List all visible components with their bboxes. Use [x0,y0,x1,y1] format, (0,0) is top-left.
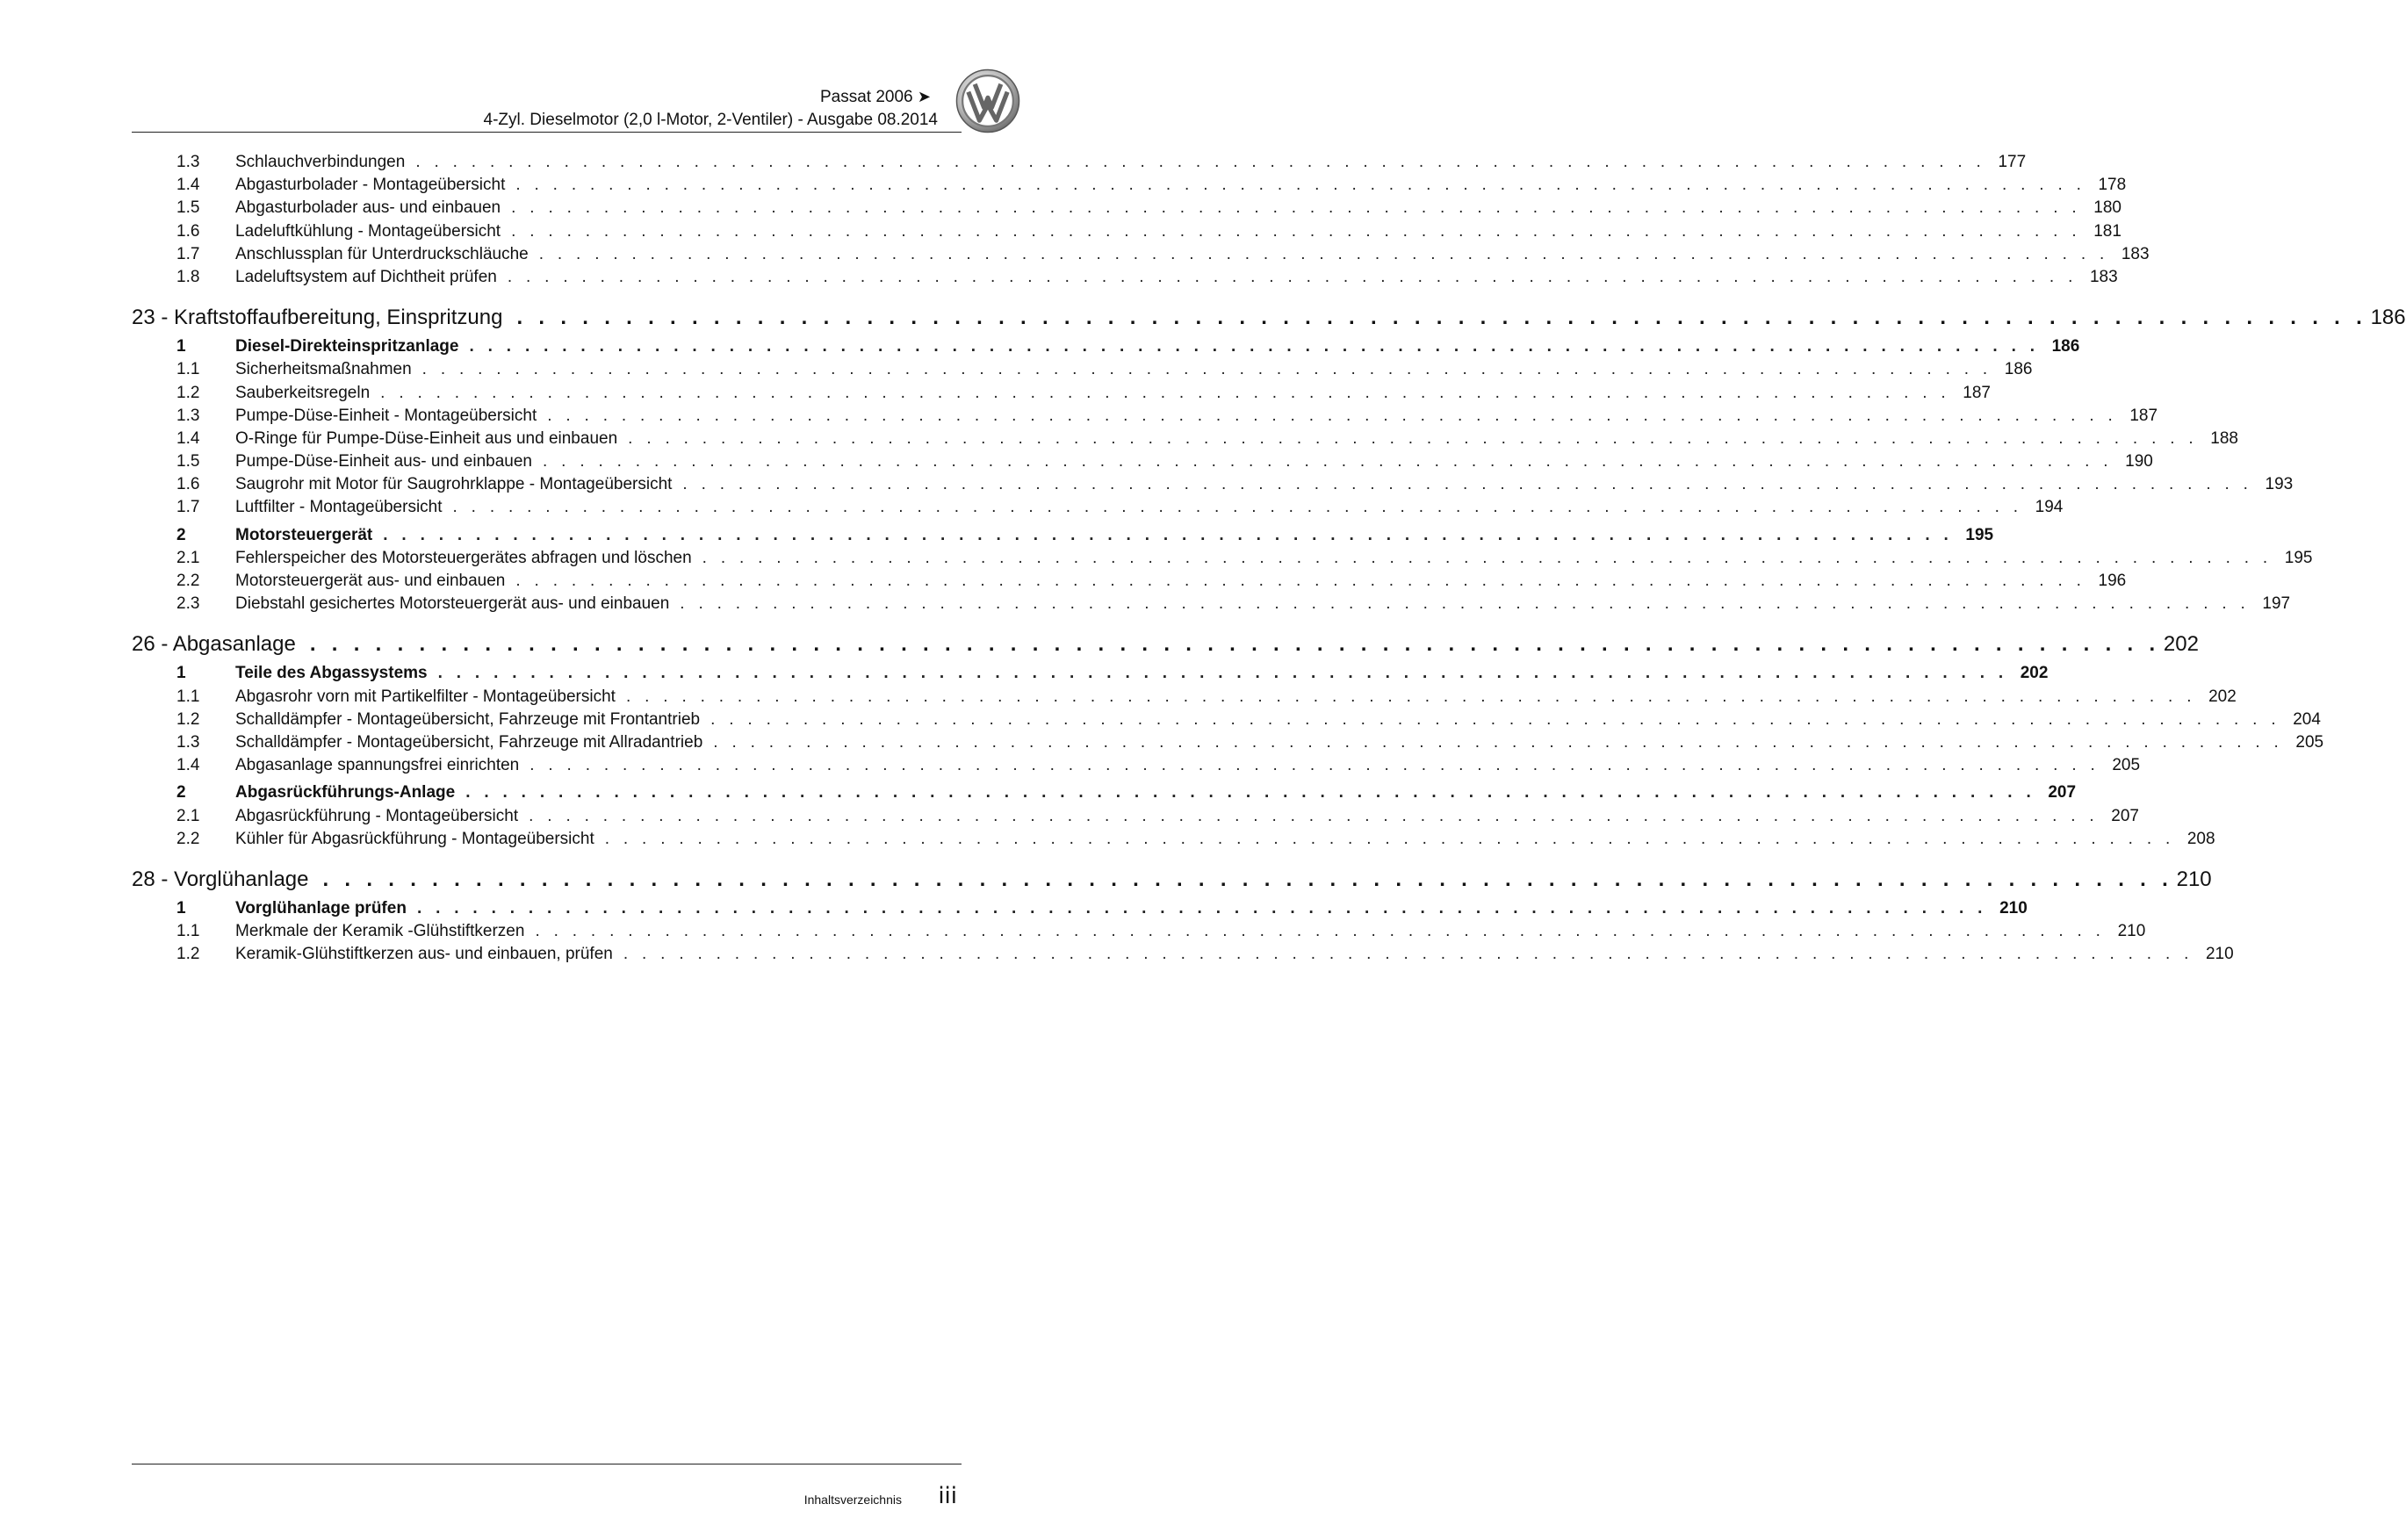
toc-title: Abgasturbolader aus- und einbauen [235,198,501,218]
dot-leader: . . . . . . . . . . . . . . . . . . . . . . . . . . . . . . . . . . . . . . . . . . . . . . . . . . . . . . . . . . . . . . . . . . . . . . . . . . . . . . . . . . . . . [421,360,1992,379]
toc-title: Saugrohr mit Motor für Saugrohrklappe - Montageübersicht [235,475,673,494]
toc-entry[interactable] [132,406,2158,429]
toc-page: 194 [2035,498,2064,517]
toc-page: 183 [2121,244,2150,263]
dot-leader: . . . . . . . . . . . . . . . . . . . . . . . . . . . . . . . . . . . . . . . . . . . . . . . . . . . . . . . . . . . . . . . . . . . . . . . . . . . . . . . . . . . . . [511,198,2081,218]
toc-page: 195 [2284,548,2313,567]
toc-entry[interactable] [132,829,2215,853]
toc-num: 1.6 [176,221,200,241]
toc-title: Sicherheitsmaßnahmen [235,360,412,379]
dot-leader: . . . . . . . . . . . . . . . . . . . . . . . . . . . . . . . . . . . . . . . . . . . . . . . . . . . . . . . . . . . . . . . . . . . . . . . . . . . . . . . . . . . . . [529,756,2100,775]
toc-num: 1.1 [176,922,200,941]
toc-num: 1.3 [176,153,200,171]
toc-title: Schalldämpfer - Montageübersicht, Fahrzeuge mit Frontantrieb [235,709,701,729]
toc-chapter[interactable] [132,632,2199,659]
toc-num: 1.3 [176,406,200,425]
toc-entry[interactable] [132,176,2127,198]
toc-num: 2.2 [176,829,200,848]
toc-title: Pumpe-Düse-Einheit aus- und einbauen [235,452,532,471]
table-of-contents [132,153,2406,968]
toc-title: Abgasrohr vorn mit Partikelfilter - Montageübersicht [235,687,616,706]
toc-entry[interactable] [132,360,2033,383]
toc-page: 177 [1998,153,2027,171]
toc-page: 186 [2051,337,2080,356]
toc-entry[interactable] [132,756,2141,779]
toc-title: Kühler für Abgasrückführung - Montageübersicht [235,829,594,848]
toc-page: 207 [2048,783,2077,802]
toc-page: 197 [2262,594,2291,614]
toc-page: 210 [2117,922,2146,941]
dot-leader: . . . . . . . . . . . . . . . . . . . . . . . . . . . . . . . . . . . . . . . . . . . . . . . . . . . . . . . . . . . . . . . . . . . . . . . . . . . . . . . . . . . . . [469,337,2040,356]
toc-num: 2.1 [176,806,200,825]
toc-page: 202 [2020,664,2049,683]
toc-num: 2.2 [176,572,200,590]
toc-title: Motorsteuergerät [235,525,373,544]
toc-title: 26 - Abgasanlage [132,632,296,657]
toc-num: 2.3 [176,594,200,614]
toc-entry[interactable] [132,244,2150,268]
toc-page: 180 [2093,198,2121,218]
toc-title: Diesel-Direkteinspritzanlage [235,337,459,356]
footer-label: Inhaltsverzeichnis [803,1493,902,1507]
toc-section[interactable] [132,337,2080,360]
toc-title: Teile des Abgassystems [235,664,428,683]
document-title-text: Passat 2006 [819,88,913,106]
toc-page: 205 [2295,732,2324,752]
toc-page: 202 [2208,687,2237,706]
toc-entry[interactable] [132,806,2139,830]
toc-page: 190 [2125,452,2153,471]
dot-leader: . . . . . . . . . . . . . . . . . . . . . . . . . . . . . . . . . . . . . . . . . . . . . . . . . . . . . . . . . . . . . . . . . . . . . . . . . . . . . . . . . . . . . [515,176,2086,195]
toc-entry[interactable] [132,153,2027,176]
toc-page: 208 [2186,829,2215,848]
document-title [820,88,931,107]
toc-title: Luftfilter - Montageübersicht [235,498,443,517]
toc-title: Anschlussplan für Unterdruckschläuche [235,244,529,263]
toc-entry[interactable] [132,922,2146,945]
toc-entry[interactable] [132,687,2237,710]
dot-leader: . . . . . . . . . . . . . . . . . . . . . . . . . . . . . . . . . . . . . . . . . . . . . . . . . . . . . . . . . . . . . . . . . . . . . . . . . . . . . . . . . . . . . [535,922,2106,941]
toc-title: Abgasanlage spannungsfrei einrichten [235,756,520,775]
toc-entry[interactable] [132,709,2321,733]
toc-num: 1.2 [176,383,200,402]
dot-leader: . . . . . . . . . . . . . . . . . . . . . . . . . . . . . . . . . . . . . . . . . . . . . . . . . . . . . . . . . . . . . . . . . . . . . . . . . . . . . . . . . . . . . [628,428,2198,448]
toc-num: 2 [176,783,186,802]
toc-num: 1.4 [176,176,200,195]
dot-leader: . . . . . . . . . . . . . . . . . . . . . . . . . . . . . . . . . . . . . . . . . . . . . . . . . . . . . . . . . . . . . . . . . . . . . . . . . . . . . . . . . . . . . [529,806,2099,825]
toc-title: Abgasturbolader - Montageübersicht [235,176,506,195]
toc-entry[interactable] [132,475,2294,498]
toc-title: Pumpe-Düse-Einheit - Montageübersicht [235,406,537,425]
toc-title: Abgasrückführungs-Anlage [235,783,456,802]
dot-leader: . . . . . . . . . . . . . . . . . . . . . . . . . . . . . . . . . . . . . . . . . . . . . . . . . . . . . . . . . . . . . . . . . . . . . . . . . . . . . . . . . . . . . [682,475,2253,494]
toc-page: 187 [1963,383,1991,402]
toc-title: O-Ringe für Pumpe-Düse-Einheit aus und einbauen [235,428,618,448]
toc-page: 195 [1965,525,1994,544]
dot-leader: . . . . . . . . . . . . . . . . . . . . . . . . . . . . . . . . . . . . . . . . . . . . . . . . . . . . . . . . . . . . . . . . . . . . . . . . . . . . . . . . . . . . . [547,406,2118,425]
toc-entry[interactable] [132,267,2118,291]
dot-leader: . . . . . . . . . . . . . . . . . . . . . . . . . . . . . . . . . . . . . . . . . . . . . . . . . . . . . . . . . . . . . . . . . . . . . . . . . . . . . . . . . . . . . [452,498,2023,517]
toc-page: 204 [2293,709,2321,729]
toc-entry[interactable] [132,428,2238,452]
dot-leader: . . . . . . . . . . . . . . . . . . . . . . . . . . . . . . . . . . . . . . . . . . . . . . . . . . . . . . . . . . . . . . . . . . . . . . . . . . . . . . . . . . . . . [415,153,1986,171]
toc-title: 28 - Vorglühanlage [132,867,309,891]
dot-leader: . . . . . . . . . . . . . . . . . . . . . . . . . . . . . . . . . . . . . . . . . . . . . . . . . . . . . . . . . . . . . . . . . . . . . . . . . . . . . . . . . . . . . [309,632,2160,657]
toc-num: 1.1 [176,687,200,706]
dot-leader: . . . . . . . . . . . . . . . . . . . . . . . . . . . . . . . . . . . . . . . . . . . . . . . . . . . . . . . . . . . . . . . . . . . . . . . . . . . . . . . . . . . . . [507,267,2078,286]
toc-section[interactable] [132,525,1994,549]
toc-entry[interactable] [132,572,2127,594]
dot-leader: . . . . . . . . . . . . . . . . . . . . . . . . . . . . . . . . . . . . . . . . . . . . . . . . . . . . . . . . . . . . . . . . . . . . . . . . . . . . . . . . . . . . . [702,548,2273,567]
toc-num: 2.1 [176,548,200,567]
arrow-right-icon: ➤ [917,88,931,105]
dot-leader: . . . . . . . . . . . . . . . . . . . . . . . . . . . . . . . . . . . . . . . . . . . . . . . . . . . . . . . . . . . . . . . . . . . . . . . . . . . . . . . . . . . . . [713,732,2284,752]
document-subtitle: 4-Zyl. Dieselmotor (2,0 l-Motor, 2-Ventiler) - Ausgabe 08.2014 [483,111,938,129]
dot-leader: . . . . . . . . . . . . . . . . . . . . . . . . . . . . . . . . . . . . . . . . . . . . . . . . . . . . . . . . . . . . . . . . . . . . . . . . . . . . . . . . . . . . . [604,829,2175,848]
toc-title: Ladeluftkühlung - Montageübersicht [235,221,501,241]
toc-title: Fehlerspeicher des Motorsteuergerätes abfragen und löschen [235,548,692,567]
toc-entry[interactable] [132,198,2121,221]
toc-page: 187 [2129,406,2158,425]
toc-num: 1.5 [176,198,200,218]
toc-title: Motorsteuergerät aus- und einbauen [235,572,506,590]
toc-entry[interactable] [132,383,1991,407]
toc-num: 1.5 [176,452,200,471]
dot-leader: . . . . . . . . . . . . . . . . . . . . . . . . . . . . . . . . . . . . . . . . . . . . . . . . . . . . . . . . . . . . . . . . . . . . . . . . . . . . . . . . . . . . . [538,244,2109,263]
page-number: iii [938,1483,957,1509]
toc-num: 1 [176,898,186,918]
dot-leader: . . . . . . . . . . . . . . . . . . . . . . . . . . . . . . . . . . . . . . . . . . . . . . . . . . . . . . . . . . . . . . . . . . . . . . . . . . . . . . . . . . . . . [322,867,2173,891]
toc-num: 1.3 [176,732,200,752]
toc-page: 207 [2111,806,2139,825]
toc-title: Schalldämpfer - Montageübersicht, Fahrzeuge mit Allradantrieb [235,732,703,752]
toc-title: Sauberkeitsregeln [235,383,371,402]
toc-num: 1.4 [176,756,200,775]
toc-section[interactable] [132,664,2049,687]
toc-num: 1 [176,664,186,683]
toc-entry[interactable] [132,221,2121,245]
toc-num: 1.8 [176,267,200,286]
toc-num: 1.2 [176,945,200,964]
toc-page: 196 [2098,572,2127,590]
dot-leader: . . . . . . . . . . . . . . . . . . . . . . . . . . . . . . . . . . . . . . . . . . . . . . . . . . . . . . . . . . . . . . . . . . . . . . . . . . . . . . . . . . . . . [380,383,1950,402]
dot-leader: . . . . . . . . . . . . . . . . . . . . . . . . . . . . . . . . . . . . . . . . . . . . . . . . . . . . . . . . . . . . . . . . . . . . . . . . . . . . . . . . . . . . . [515,572,2086,590]
dot-leader: . . . . . . . . . . . . . . . . . . . . . . . . . . . . . . . . . . . . . . . . . . . . . . . . . . . . . . . . . . . . . . . . . . . . . . . . . . . . . . . . . . . . . [516,306,2367,330]
toc-page: 202 [2163,632,2199,657]
dot-leader: . . . . . . . . . . . . . . . . . . . . . . . . . . . . . . . . . . . . . . . . . . . . . . . . . . . . . . . . . . . . . . . . . . . . . . . . . . . . . . . . . . . . . [437,664,2008,683]
toc-num: 1.7 [176,244,200,263]
toc-chapter[interactable] [132,306,2406,333]
dot-leader: . . . . . . . . . . . . . . . . . . . . . . . . . . . . . . . . . . . . . . . . . . . . . . . . . . . . . . . . . . . . . . . . . . . . . . . . . . . . . . . . . . . . . [543,452,2113,471]
toc-num: 1.4 [176,428,200,448]
toc-entry[interactable] [132,452,2153,475]
dot-leader: . . . . . . . . . . . . . . . . . . . . . . . . . . . . . . . . . . . . . . . . . . . . . . . . . . . . . . . . . . . . . . . . . . . . . . . . . . . . . . . . . . . . . [623,945,2193,964]
toc-num: 1 [176,337,186,356]
dot-leader: . . . . . . . . . . . . . . . . . . . . . . . . . . . . . . . . . . . . . . . . . . . . . . . . . . . . . . . . . . . . . . . . . . . . . . . . . . . . . . . . . . . . . [625,687,2196,706]
toc-page: 183 [2089,267,2118,286]
toc-page: 210 [2176,867,2212,891]
toc-chapter[interactable] [132,867,2212,895]
toc-page: 178 [2098,176,2127,195]
toc-title: Merkmale der Keramik -Glühstiftkerzen [235,922,525,941]
toc-page: 193 [2265,475,2294,494]
toc-entry[interactable] [132,594,2291,617]
toc-entry[interactable] [132,548,2313,572]
vw-logo-icon [955,68,1020,133]
toc-num: 1.1 [176,360,200,379]
toc-num: 2 [176,525,186,544]
dot-leader: . . . . . . . . . . . . . . . . . . . . . . . . . . . . . . . . . . . . . . . . . . . . . . . . . . . . . . . . . . . . . . . . . . . . . . . . . . . . . . . . . . . . . [465,783,2036,802]
toc-title: Schlauchverbindungen [235,153,406,171]
toc-page: 210 [1999,898,2028,918]
toc-page: 188 [2210,428,2238,448]
toc-page: 181 [2093,221,2121,241]
toc-num: 1.6 [176,475,200,494]
toc-entry[interactable] [132,732,2324,756]
toc-title: Vorglühanlage prüfen [235,898,407,918]
dot-leader: . . . . . . . . . . . . . . . . . . . . . . . . . . . . . . . . . . . . . . . . . . . . . . . . . . . . . . . . . . . . . . . . . . . . . . . . . . . . . . . . . . . . . [383,525,1954,544]
toc-page: 186 [2004,360,2033,379]
toc-title: Abgasrückführung - Montageübersicht [235,806,519,825]
toc-title: 23 - Kraftstoffaufbereitung, Einspritzung [132,306,503,330]
dot-leader: . . . . . . . . . . . . . . . . . . . . . . . . . . . . . . . . . . . . . . . . . . . . . . . . . . . . . . . . . . . . . . . . . . . . . . . . . . . . . . . . . . . . . [680,594,2251,614]
toc-section[interactable] [132,783,2077,806]
toc-title: Diebstahl gesichertes Motorsteuergerät aus- und einbauen [235,594,670,614]
toc-num: 1.2 [176,709,200,729]
toc-page: 186 [2370,306,2406,330]
toc-title: Keramik-Glühstiftkerzen aus- und einbauen, prüfen [235,945,613,964]
toc-num: 1.7 [176,498,200,517]
toc-title: Ladeluftsystem auf Dichtheit prüfen [235,267,497,286]
dot-leader: . . . . . . . . . . . . . . . . . . . . . . . . . . . . . . . . . . . . . . . . . . . . . . . . . . . . . . . . . . . . . . . . . . . . . . . . . . . . . . . . . . . . . [511,221,2081,241]
toc-entry[interactable] [132,945,2234,968]
dot-leader: . . . . . . . . . . . . . . . . . . . . . . . . . . . . . . . . . . . . . . . . . . . . . . . . . . . . . . . . . . . . . . . . . . . . . . . . . . . . . . . . . . . . . [710,709,2280,729]
header-divider [132,132,962,133]
toc-section[interactable] [132,898,2028,922]
toc-page: 205 [2112,756,2141,775]
toc-page: 210 [2205,945,2234,964]
dot-leader: . . . . . . . . . . . . . . . . . . . . . . . . . . . . . . . . . . . . . . . . . . . . . . . . . . . . . . . . . . . . . . . . . . . . . . . . . . . . . . . . . . . . . [416,898,1987,918]
toc-entry[interactable] [132,498,2064,521]
